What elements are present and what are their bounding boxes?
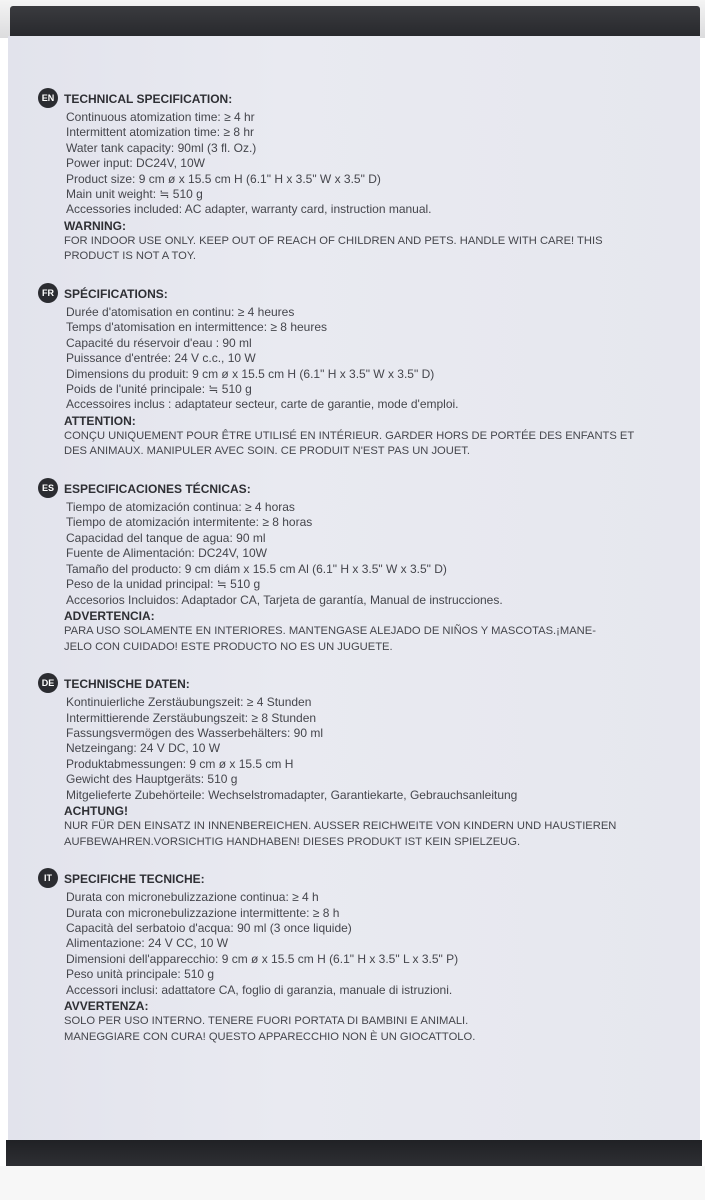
warning-line: PARA USO SOLAMENTE EN INTERIORES. MANTENGASE ALEJADO DE NIÑOS Y MASCOTAS.¡MANE- xyxy=(64,624,596,637)
section-es xyxy=(38,478,668,655)
language-badge-icon: ES xyxy=(38,478,58,498)
spec-line: Mitgelieferte Zubehörteile: Wechselstromadapter, Garantiekarte, Gebrauchsanleitung xyxy=(66,787,518,802)
warning-title: ATTENTION: xyxy=(64,413,136,428)
spec-line: Produktabmessungen: 9 cm ø x 15.5 cm H xyxy=(66,756,294,771)
section-en xyxy=(38,88,668,265)
spec-line: Continuous atomization time: ≥ 4 hr xyxy=(66,110,255,124)
spec-line: Accessories included: AC adapter, warranty card, instruction manual. xyxy=(66,202,432,217)
spec-line: Dimensioni dell'apparecchio: 9 cm ø x 15.5 cm H (6.1" H x 3.5" L x 3.5" P) xyxy=(66,951,459,966)
background-bottom xyxy=(0,1166,705,1200)
spec-line: Durata con micronebulizzazione intermittente: ≥ 8 h xyxy=(66,905,340,920)
spec-line: Accesorios Incluidos: Adaptador CA, Tarjeta de garantía, Manual de instrucciones. xyxy=(66,592,503,607)
spec-line: Accessori inclusi: adattatore CA, foglio di garanzia, manuale di istruzioni. xyxy=(66,982,453,997)
spec-line: Peso unità principale: 510 g xyxy=(66,967,215,982)
spec-line: Durée d'atomisation en continu: ≥ 4 heures xyxy=(66,305,295,320)
spec-line: Fuente de Alimentación: DC24V, 10W xyxy=(66,546,268,561)
spec-line: Dimensions du produit: 9 cm ø x 15.5 cm H (6.1" H x 3.5" W x 3.5" D) xyxy=(66,366,435,381)
spec-line: Gewicht des Hauptgeräts: 510 g xyxy=(66,772,238,787)
spec-line: Accessoires inclus : adaptateur secteur, carte de garantie, mode d'emploi. xyxy=(66,397,459,412)
spec-line: Alimentazione: 24 V CC, 10 W xyxy=(66,936,229,951)
section-fr xyxy=(38,283,668,460)
language-badge-icon: EN xyxy=(38,88,58,108)
spec-line: Tamaño del producto: 9 cm diám x 15.5 cm Al (6.1" H x 3.5" W x 3.5" D) xyxy=(66,561,447,576)
section-title: TECHNISCHE DATEN: xyxy=(64,677,190,692)
warning-line: MANEGGIARE CON CURA! QUESTO APPARECCHIO NON È UN GIOCATTOLO. xyxy=(64,1030,476,1043)
spec-line: Tiempo de atomización continua: ≥ 4 horas xyxy=(66,500,295,515)
warning-line: PRODUCT IS NOT A TOY. xyxy=(64,250,197,263)
spec-list xyxy=(66,110,668,218)
section-title: TECHNICAL SPECIFICATION: xyxy=(64,92,233,106)
spec-line: Peso de la unidad principal: ≒ 510 g xyxy=(66,577,261,592)
language-badge-icon: DE xyxy=(38,673,58,693)
section-de xyxy=(38,673,668,850)
warning-line: JELO CON CUIDADO! ESTE PRODUCTO NO ES UN JUGUETE. xyxy=(64,640,393,653)
spec-line: Capacidad del tanque de agua: 90 ml xyxy=(66,530,266,545)
spec-content xyxy=(38,88,668,1063)
section-title: ESPECIFICACIONES TÉCNICAS: xyxy=(64,482,251,497)
spec-line: Temps d'atomisation en intermittence: ≥ 8 heures xyxy=(66,320,328,335)
warning-title: WARNING: xyxy=(64,218,126,233)
spec-line: Water tank capacity: 90ml (3 fl. Oz.) xyxy=(66,140,257,155)
warning-text xyxy=(64,234,664,265)
warning-text xyxy=(64,624,664,655)
language-badge-icon: IT xyxy=(38,868,58,888)
spec-list xyxy=(66,890,668,998)
warning-line: NUR FÜR DEN EINSATZ IN INNENBEREICHEN. AUSSER REICHWEITE VON KINDERN UND HAUSTIEREN xyxy=(64,819,617,832)
spec-list xyxy=(66,695,668,803)
spec-line: Puissance d'entrée: 24 V c.c., 10 W xyxy=(66,351,256,366)
warning-text xyxy=(64,429,664,460)
spec-line: Fassungsvermögen des Wasserbehälters: 90 ml xyxy=(66,725,324,740)
spec-line: Product size: 9 cm ø x 15.5 cm H (6.1" H x 3.5" W x 3.5" D) xyxy=(66,171,381,186)
warning-line: AUFBEWAHREN.VORSICHTIG HANDHABEN! DIESES PRODUKT IST KEIN SPIELZEUG. xyxy=(64,835,521,848)
spec-line: Capacité du réservoir d'eau : 90 ml xyxy=(66,335,252,350)
spec-line: Netzeingang: 24 V DC, 10 W xyxy=(66,741,221,756)
spec-line: Main unit weight: ≒ 510 g xyxy=(66,187,203,202)
spec-line: Power input: DC24V, 10W xyxy=(66,156,205,171)
spec-line: Kontinuierliche Zerstäubungszeit: ≥ 4 Stunden xyxy=(66,695,312,710)
section-title: SPECIFICHE TECNICHE: xyxy=(64,872,205,887)
language-badge-icon: FR xyxy=(38,283,58,303)
spec-line: Durata con micronebulizzazione continua: ≥ 4 h xyxy=(66,890,319,905)
warning-line: CONÇU UNIQUEMENT POUR ÊTRE UTILISÉ EN INTÉRIEUR. GARDER HORS DE PORTÉE DES ENFANTS ET xyxy=(64,429,635,442)
warning-text xyxy=(64,819,664,850)
spec-list xyxy=(66,305,668,413)
warning-line: DES ANIMAUX. MANIPULER AVEC SOIN. CE PRODUIT N'EST PAS UN JOUET. xyxy=(64,445,471,458)
warning-title: ADVERTENCIA: xyxy=(64,608,155,623)
spec-line: Intermittent atomization time: ≥ 8 hr xyxy=(66,125,254,140)
section-title: SPÉCIFICATIONS: xyxy=(64,287,168,302)
warning-line: FOR INDOOR USE ONLY. KEEP OUT OF REACH OF CHILDREN AND PETS. HANDLE WITH CARE! THIS xyxy=(64,234,603,247)
spec-line: Tiempo de atomización intermitente: ≥ 8 horas xyxy=(66,515,313,530)
spec-line: Poids de l'unité principale: ≒ 510 g xyxy=(66,382,252,397)
warning-line: SOLO PER USO INTERNO. TENERE FUORI PORTATA DI BAMBINI E ANIMALI. xyxy=(64,1014,469,1027)
warning-text xyxy=(64,1014,664,1045)
warning-title: AVVERTENZA: xyxy=(64,998,149,1013)
box-top-edge xyxy=(10,6,700,38)
spec-list xyxy=(66,500,668,608)
section-it xyxy=(38,868,668,1045)
box-bottom-band xyxy=(6,1140,702,1166)
spec-line: Capacità del serbatoio d'acqua: 90 ml (3 once liquide) xyxy=(66,920,352,935)
spec-line: Intermittierende Zerstäubungszeit: ≥ 8 Stunden xyxy=(66,710,317,725)
warning-title: ACHTUNG! xyxy=(64,803,128,818)
